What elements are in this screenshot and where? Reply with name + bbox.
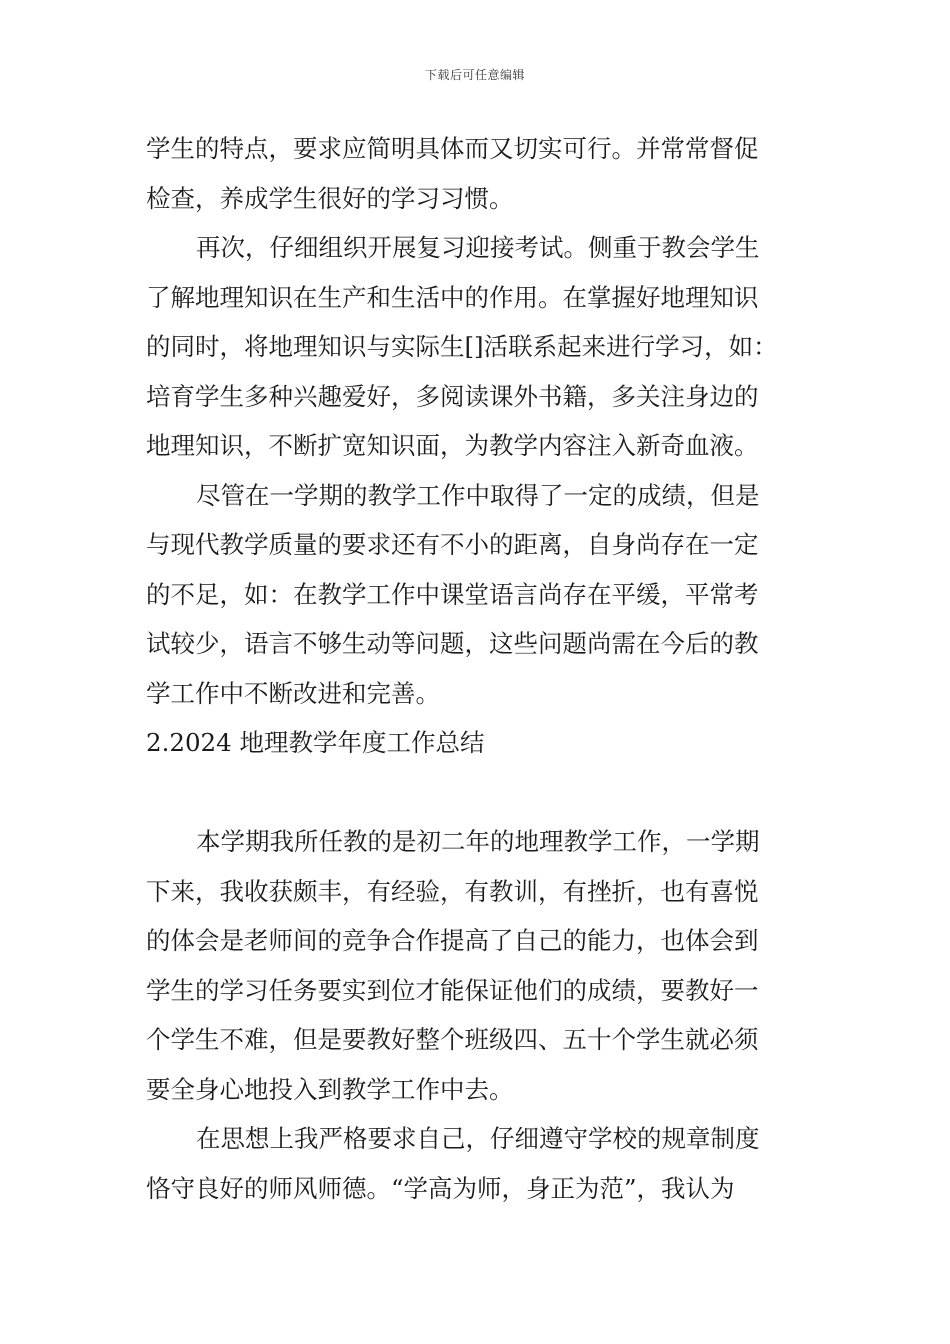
text-line: 的同时，将地理知识与实际生[]活联系起来进行学习，如： xyxy=(146,332,778,361)
text-line: 下来，我收获颇丰，有经验，有教训，有挫折，也有喜悦 xyxy=(146,876,759,906)
text-line: 的不足，如：在教学工作中课堂语言尚存在平缓，平常考 xyxy=(146,579,759,609)
paragraph-start-line: 本学期我所任教的是初二年的地理教学工作，一学期 xyxy=(196,827,760,856)
text-line: 学生的学习任务要实到位才能保证他们的成绩，要教好一 xyxy=(146,975,759,1005)
text-line: 的体会是老师间的竞争合作提高了自己的能力，也体会到 xyxy=(146,926,759,955)
text-line: 要全身心地投入到教学工作中去。 xyxy=(146,1074,514,1104)
paragraph-start-line: 在思想上我严格要求自己，仔细遵守学校的规章制度 xyxy=(196,1124,760,1153)
page-header: 下载后可任意编辑 xyxy=(424,68,525,82)
text-line: 检查，养成学生很好的学习习惯。 xyxy=(146,183,514,213)
text-line: 培育学生多种兴趣爱好，多阅读课外书籍，多关注身边的 xyxy=(146,381,759,411)
blank-line xyxy=(146,768,808,818)
text-line: 个学生不难，但是要教好整个班级四、五十个学生就必须 xyxy=(146,1025,759,1054)
text-line: 学工作中不断改进和完善。 xyxy=(146,678,440,708)
paragraph-start-line: 尽管在一学期的教学工作中取得了一定的成绩，但是 xyxy=(196,480,760,510)
text-line: 与现代教学质量的要求还有不小的距离，自身尚存在一定 xyxy=(146,530,759,559)
text-line: 地理知识，不断扩宽知识面，为教学内容注入新奇血液。 xyxy=(146,431,759,460)
text-line: 学生的特点，要求应简明具体而又切实可行。并常常督促 xyxy=(146,134,759,163)
text-line: 恪守良好的师风师德。“学高为师，身正为范”，我认为 xyxy=(146,1173,735,1203)
document-body xyxy=(146,124,808,1213)
section-heading: 2.2024 地理教学年度工作总结 xyxy=(146,728,485,757)
paragraph-start-line: 再次，仔细组织开展复习迎接考试。侧重于教会学生 xyxy=(196,233,760,262)
text-line: 了解地理知识在生产和生活中的作用。在掌握好地理知识 xyxy=(146,282,759,312)
text-line: 试较少，语言不够生动等问题，这些问题尚需在今后的教 xyxy=(146,629,759,658)
